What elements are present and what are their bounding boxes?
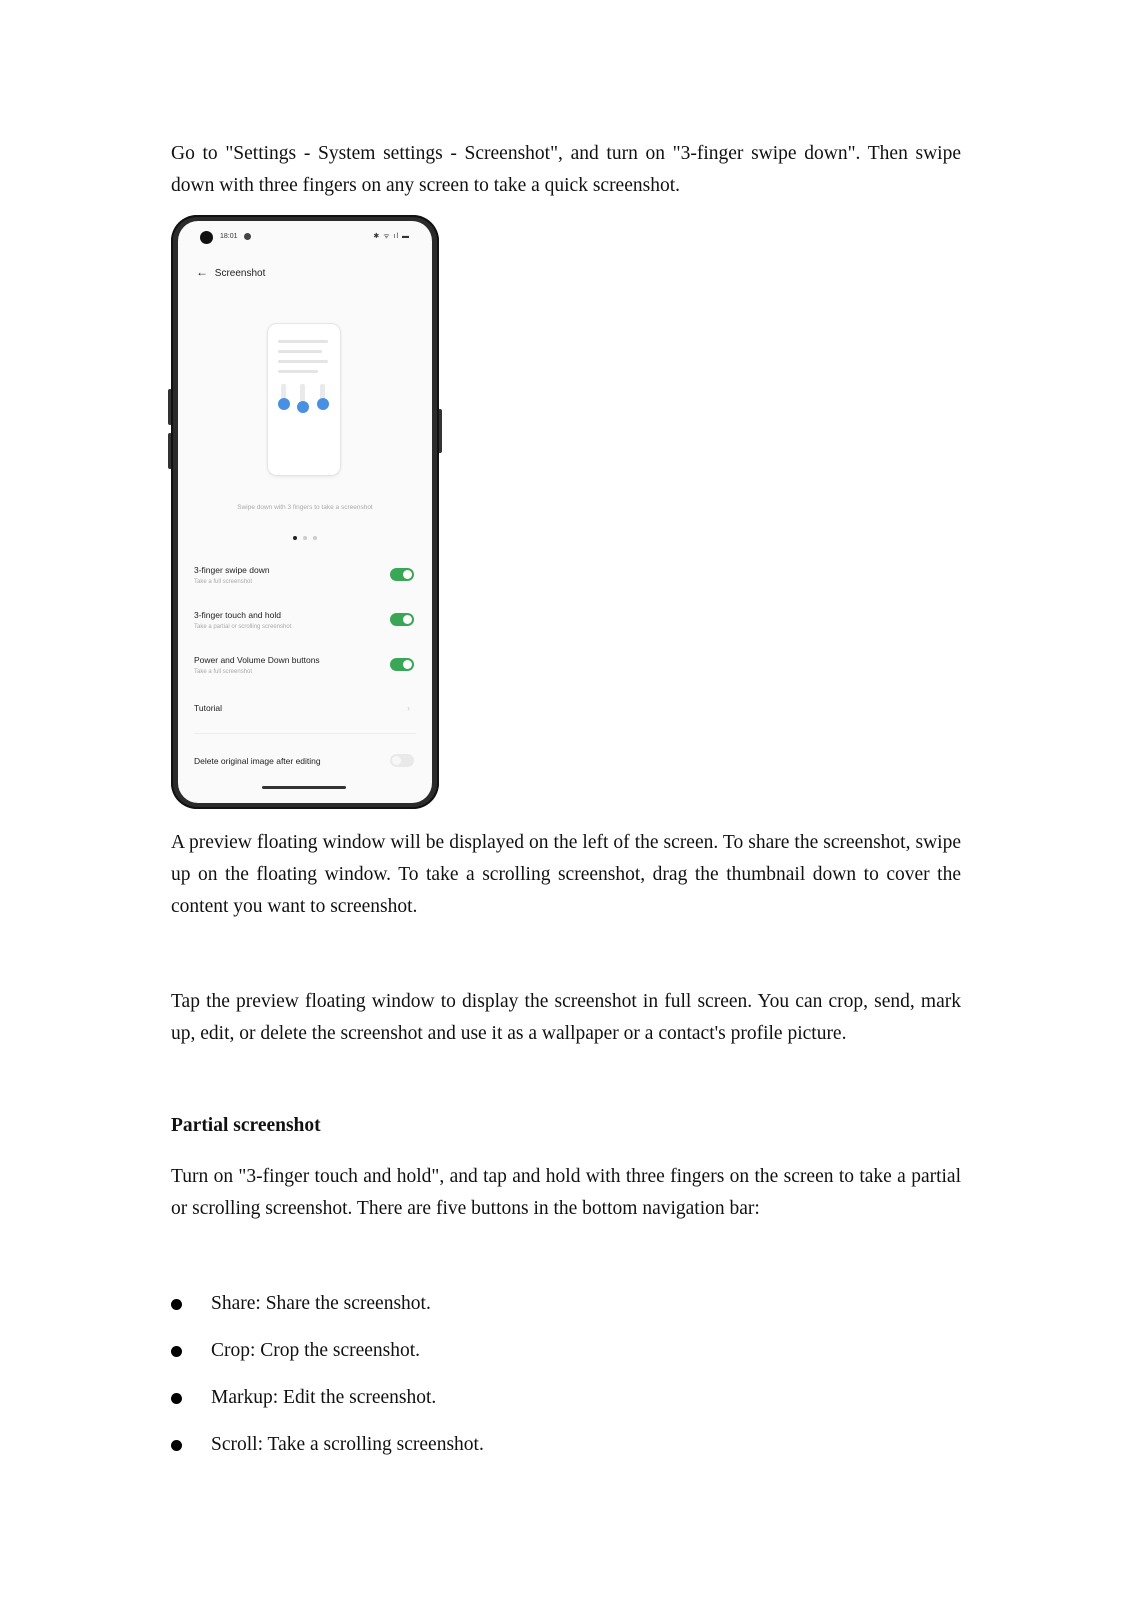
pager-dot-active: [293, 536, 297, 540]
illustration-line: [278, 370, 318, 373]
setting-title: Delete original image after editing: [194, 756, 321, 766]
setting-title: Tutorial: [194, 703, 223, 713]
toggle-switch[interactable]: [390, 613, 414, 626]
setting-row-3-finger-swipe[interactable]: [194, 565, 416, 585]
pager-dot: [303, 536, 307, 540]
setting-row-3-finger-hold[interactable]: [194, 610, 416, 630]
app-bar-title: Screenshot: [214, 268, 266, 279]
preview-paragraph: A preview floating window will be displayed on the left of the screen. To share the screenshot, swipe up on the floating window. To take a scrolling screenshot, drag the thumbnail down to cover the content you want to screenshot.: [171, 832, 961, 917]
bullet-icon: [171, 1440, 182, 1451]
finger-dot-icon: [317, 398, 329, 410]
back-arrow-icon[interactable]: ←: [196, 265, 208, 279]
toggle-switch[interactable]: [390, 754, 414, 767]
list-item: [171, 1384, 484, 1431]
list-item-text: Crop: Crop the screenshot.: [211, 1340, 421, 1361]
setting-row-tutorial[interactable]: [194, 703, 416, 713]
front-camera-icon: [200, 231, 213, 244]
setting-title: Power and Volume Down buttons: [194, 655, 320, 665]
setting-row-delete-original[interactable]: [194, 756, 416, 766]
list-item: [171, 1337, 484, 1384]
setting-title: 3-finger swipe down: [194, 565, 270, 575]
status-icons: ✱ ᯤ ıl ▬: [373, 233, 410, 240]
setting-subtitle: Take a full screenshot: [194, 669, 253, 675]
status-time: 18:01: [220, 233, 238, 240]
section-divider: [194, 733, 416, 734]
toggle-switch[interactable]: [390, 658, 414, 671]
list-item-text: Scroll: Take a scrolling screenshot.: [211, 1434, 484, 1455]
illustration-line: [278, 340, 328, 343]
chevron-right-icon: ›: [407, 703, 410, 713]
illustration-line: [278, 360, 328, 363]
status-bar: [178, 229, 432, 245]
intro-paragraph: Go to "Settings - System settings - Screenshot", and turn on "3-finger swipe down". Then swipe down with three fingers on any screen to take a quick screenshot.: [171, 143, 961, 196]
setting-subtitle: Take a partial or scrolling screenshot: [194, 624, 292, 630]
illustration-caption: Swipe down with 3 fingers to take a screenshot: [237, 504, 373, 511]
bullet-icon: [171, 1346, 182, 1357]
home-indicator[interactable]: [262, 786, 346, 789]
list-item: [171, 1431, 484, 1478]
list-item-text: Markup: Edit the screenshot.: [211, 1387, 437, 1408]
swipe-illustration: [267, 323, 341, 476]
setting-row-power-volume[interactable]: [194, 655, 416, 675]
bullet-icon: [171, 1299, 182, 1310]
notification-dot-icon: [244, 233, 251, 240]
pager-dot: [313, 536, 317, 540]
partial-paragraph: Turn on "3-finger touch and hold", and tap and hold with three fingers on the screen to take a partial or scrolling screenshot. There are five buttons in the bottom navigation bar:: [171, 1166, 961, 1219]
phone-screen: [178, 221, 432, 803]
toggle-switch[interactable]: [390, 568, 414, 581]
setting-title: 3-finger touch and hold: [194, 610, 281, 620]
tap-paragraph: Tap the preview floating window to display the screenshot in full screen. You can crop, send, mark up, edit, or delete the screenshot and use it as a wallpaper or a contact's profile picture.: [171, 991, 961, 1044]
finger-trail: [300, 384, 305, 402]
section-heading: Partial screenshot: [171, 1115, 321, 1136]
bullet-list: [171, 1290, 484, 1478]
list-item: [171, 1290, 484, 1337]
phone-frame: [171, 215, 439, 809]
bullet-icon: [171, 1393, 182, 1404]
app-bar: [196, 265, 265, 279]
setting-subtitle: Take a full screenshot: [194, 579, 253, 585]
phone-screenshot-image: [171, 215, 441, 811]
carousel-pager[interactable]: [178, 527, 432, 545]
list-item-text: Share: Share the screenshot.: [211, 1293, 431, 1314]
illustration-line: [278, 350, 322, 353]
finger-dot-icon: [297, 401, 309, 413]
finger-dot-icon: [278, 398, 290, 410]
